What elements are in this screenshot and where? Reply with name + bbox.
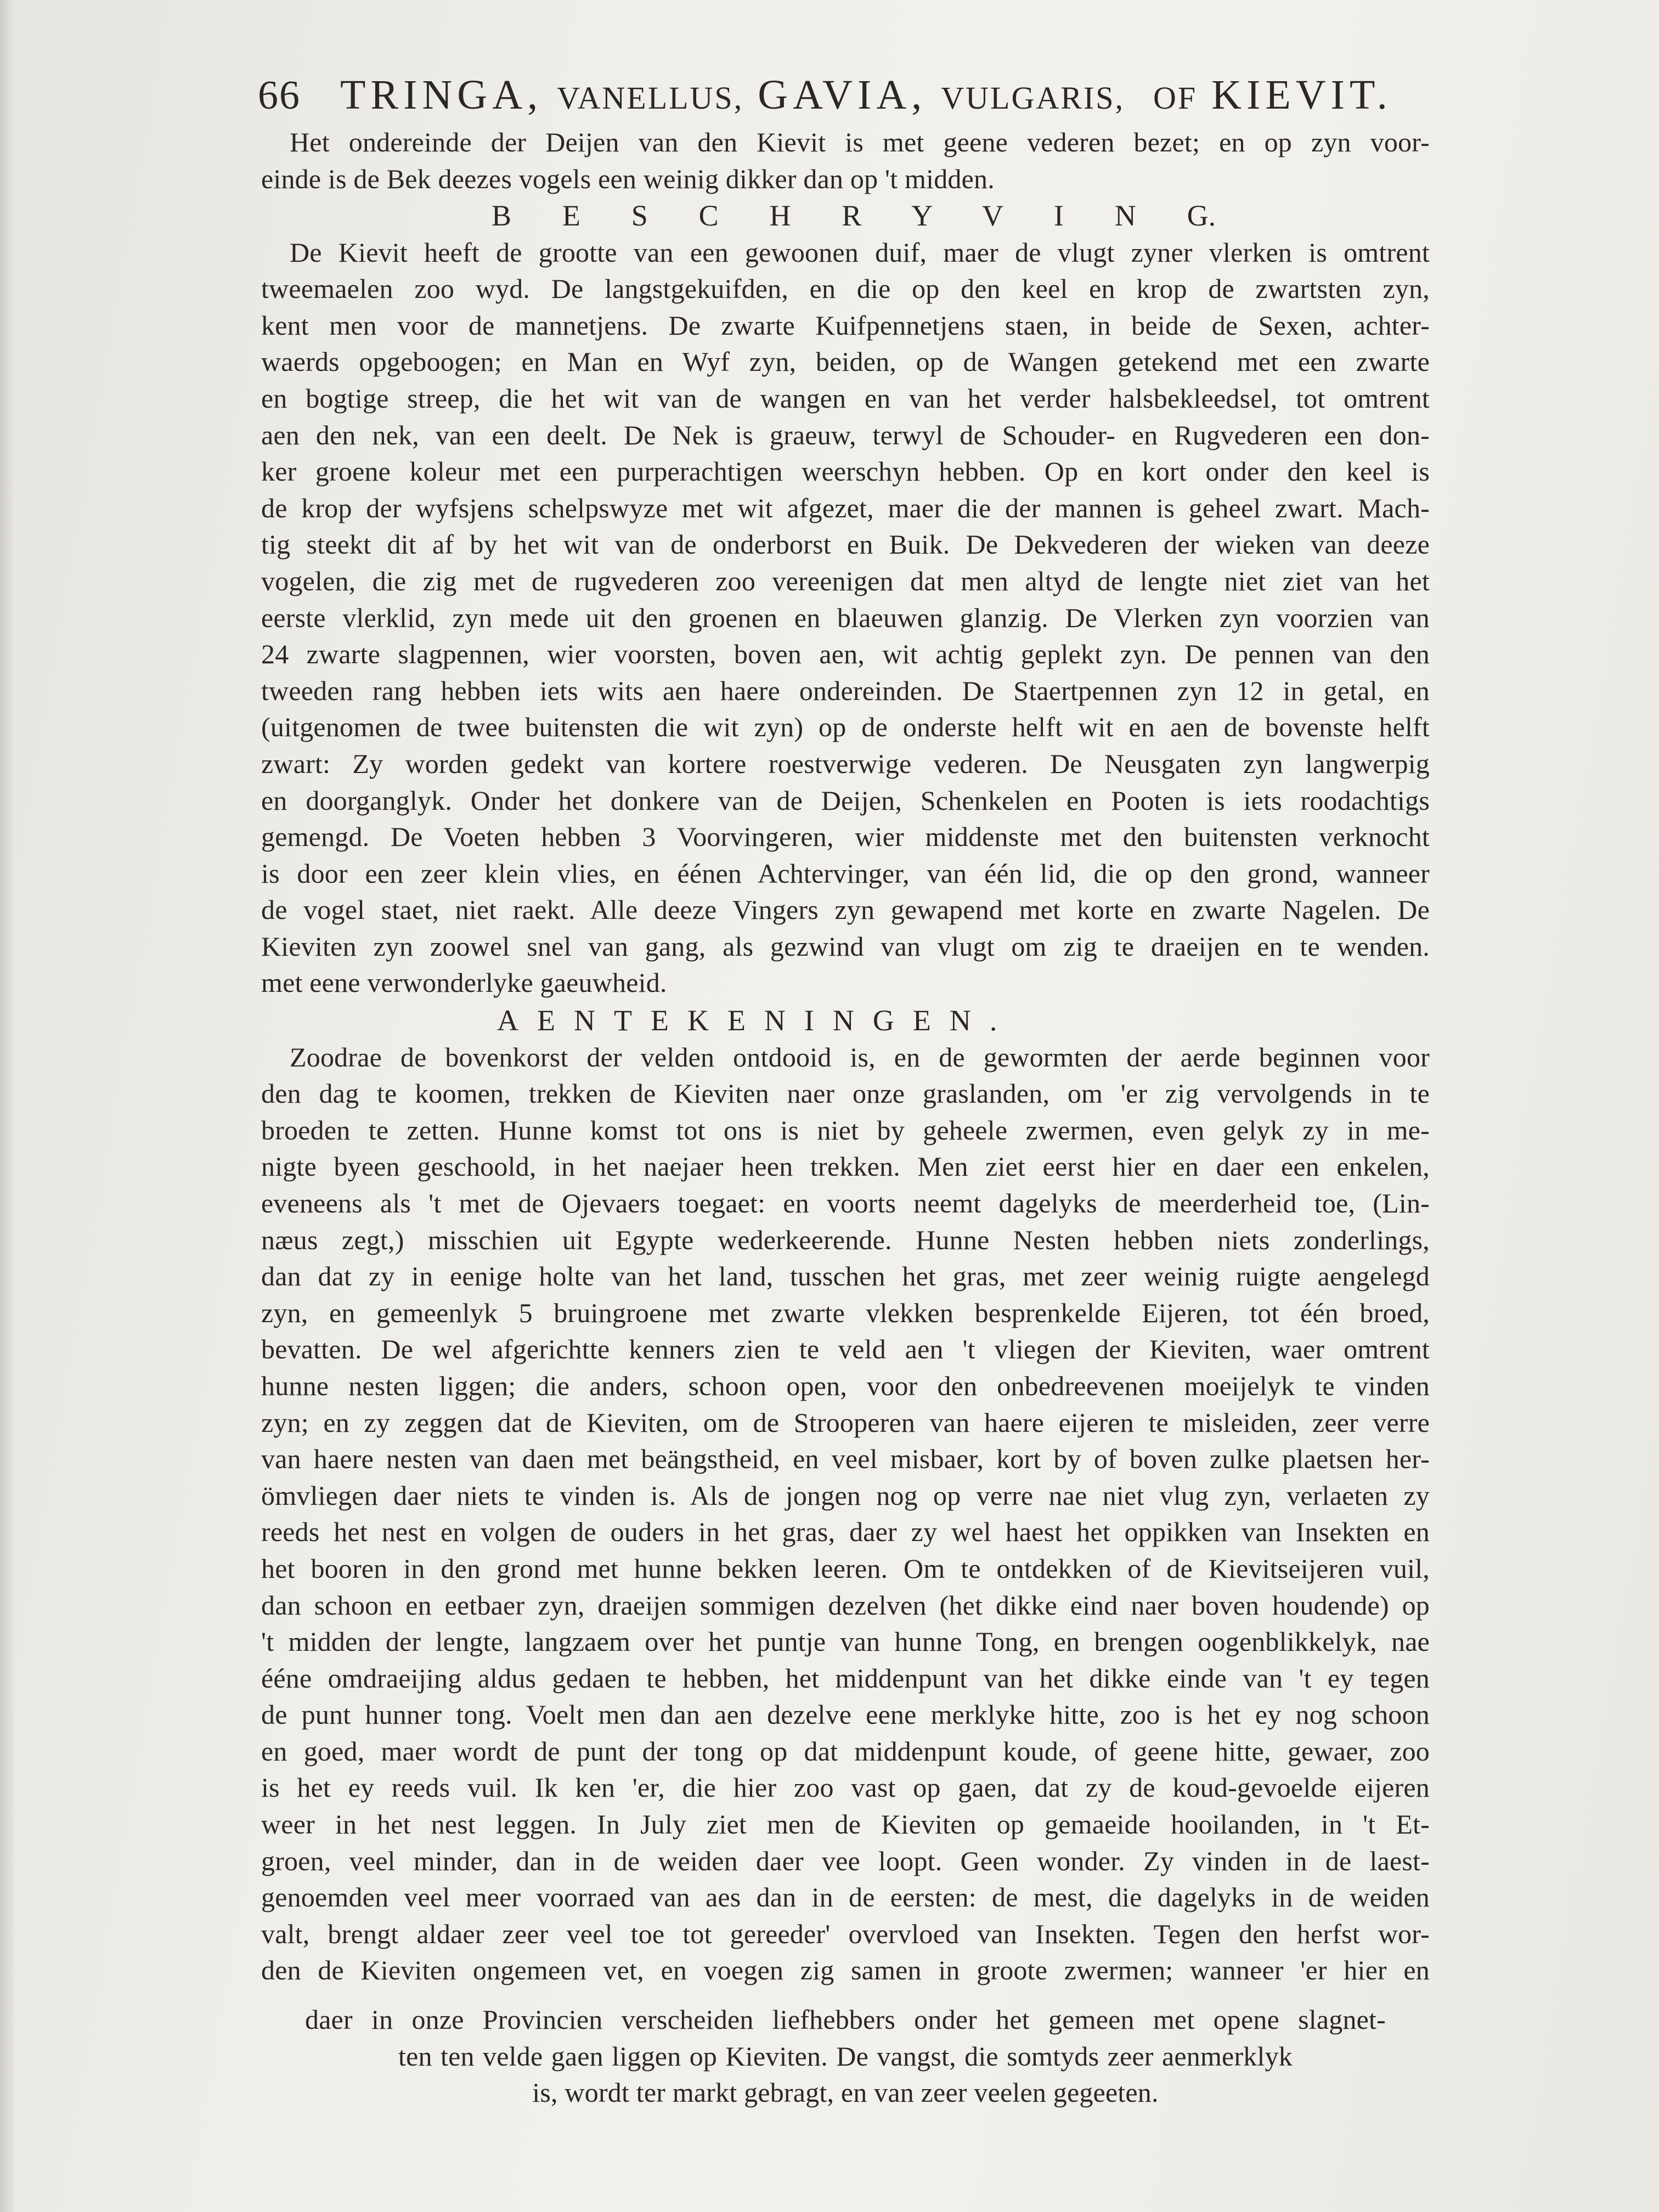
text-line: valt, brengt aldaer zeer veel toe tot gereeder' overvloed van Insekten. Tegen den herfst wor- (261, 1918, 1430, 1949)
text-line: daer in onze Provincien verscheiden liefhebbers onder het gemeen met opene slagnet- (305, 2004, 1386, 2035)
page-edge-shadow (0, 0, 14, 2212)
aantekeningen-body (261, 1039, 1430, 1989)
header-kievit: KIEVIT. (1211, 72, 1392, 118)
text-line: en doorganglyk. Onder het donkere van de Deijen, Schenkelen en Pooten is iets roodachtigs (261, 785, 1430, 816)
text-line: Zoodrae de bovenkorst der velden ontdooid is, en de gewormten der aerde beginnen voor (290, 1041, 1430, 1073)
text-line: Het ondereinde der Deijen van den Kievit is met geene vederen bezet; en op zyn voor- (290, 127, 1430, 157)
text-line: is het ey reeds vuil. Ik ken 'er, die hier zoo vast op gaen, dat zy de koud-gevoelde eijeren (261, 1772, 1430, 1803)
text-line: næus zegt,) misschien uit Egypte wederkeerende. Hunne Nesten hebben niets zonderlings, (261, 1224, 1430, 1255)
text-line: de krop der wyfsjens schelpswyze met wit afgezet, maer die der mannen is geheel zwart. Mach- (261, 492, 1430, 523)
text-line: nigte byeen geschoold, in het naejaer heen trekken. Men ziet eerst hier en daer een enkelen, (261, 1151, 1430, 1182)
text-line: einde is de Bek deezes vogels een weinig dikker dan op 't midden. (261, 163, 995, 194)
text-line: (uitgenomen de twee buitensten die wit zyn) op de onderste helft wit en aen de bovenste helft (261, 712, 1430, 743)
text-line: bevatten. De wel afgerichtte kenners zien te veld aen 't vliegen der Kieviten, waer omtrent (261, 1334, 1430, 1365)
text-line: en goed, maer wordt de punt der tong op dat middenpunt koude, of geene hitte, gewaer, zoo (261, 1735, 1430, 1767)
text-line: den dag te koomen, trekken de Kieviten naer onze graslanden, om 'er zig vervolgends in te (261, 1078, 1430, 1109)
text-line: groen, veel minder, dan in de weiden daer vee loopt. Geen wonder. Zy vinden in de laest- (261, 1845, 1430, 1876)
text-line: ten ten velde gaen liggen op Kieviten. De vangst, die somtyds zeer aenmerklyk (398, 2040, 1293, 2072)
text-line: ééne omdraeijing aldus gedaen te hebben, het middenpunt van het dikke einde van 't ey tegen (261, 1662, 1430, 1694)
heading-beschryving: B E S C H R Y V I N G. (492, 199, 1216, 232)
text-line: zyn, en gemeenlyk 5 bruingroene met zwarte vlekken besprenkelde Eijeren, tot één broed, (261, 1297, 1430, 1328)
running-header (258, 71, 1437, 119)
text-line: Kieviten zyn zoowel snel van gang, als gezwind van vlugt om zig te draeijen en te wenden. (261, 930, 1430, 962)
text-line: van haere nesten van daen met beängstheid, en veel misbaer, kort by of boven zulke plaetsen her- (261, 1443, 1430, 1475)
text-line: eerste vlerklid, zyn mede uit den groenen en blaeuwen glanzig. De Vlerken zyn voorzien van (261, 602, 1430, 633)
header-vulgaris: VULGARIS, (941, 80, 1125, 116)
section-beschryving (261, 198, 1430, 1001)
text-line: ömvliegen daer niets te vinden is. Als de jongen nog op verre nae niet vlug zyn, verlaeten zy (261, 1480, 1430, 1511)
page-number: 66 (258, 73, 301, 118)
text-line: de vogel staet, niet raekt. Alle deeze Vingers zyn gewapend met korte en zwarte Nagelen. De (261, 894, 1430, 926)
text-line: dan schoon en eetbaer zyn, draeijen sommigen dezelven (het dikke eind naer boven houdende) op (261, 1589, 1430, 1621)
text-line: zyn; en zy zeggen dat de Kieviten, om de Strooperen van haere eijeren te misleiden, zeer verre (261, 1407, 1430, 1438)
beschryving-body (261, 234, 1430, 1001)
text-line: reeds het nest en volgen de ouders in het gras, daer zy wel haest het oppikken van Insekten en (261, 1516, 1430, 1548)
section-aantekeningen (261, 1002, 1430, 1989)
closing-block (305, 2001, 1386, 2111)
text-line: den de Kieviten ongemeen vet, en voegen zig samen in groote zwermen; wanneer 'er hier en (261, 1955, 1430, 1986)
header-of: OF (1153, 80, 1198, 116)
text-line: de punt hunner tong. Voelt men dan aen dezelve eene merklyke hitte, zoo is het ey nog schoon (261, 1699, 1430, 1730)
text-line: waerds opgeboogen; en Man en Wyf zyn, beiden, op de Wangen getekend met een zwarte (261, 346, 1430, 377)
header-gavia: GAVIA, (758, 72, 927, 118)
heading-aantekeningen: AENTEKENINGEN. (497, 1004, 1016, 1037)
header-vanellus: VANELLUS, (557, 80, 744, 116)
text-line: vogelen, die zig met de rugvederen zoo vereenigen dat men altyd de lengte niet ziet van het (261, 565, 1430, 596)
text-line: weer in het nest leggen. In July ziet men de Kieviten op gemaeide hooilanden, in 't Et- (261, 1809, 1430, 1840)
text-line: aen den nek, van een deelt. De Nek is graeuw, terwyl de Schouder- en Rugvederen een don- (261, 419, 1430, 450)
text-line: tweemaelen zoo wyd. De langstgekuifden, en die op den keel en krop de zwartsten zyn, (261, 273, 1430, 304)
text-line: tig steekt dit af by het wit van de onderborst en Buik. De Dekvederen der wieken van deeze (261, 529, 1430, 560)
text-line: De Kievit heeft de grootte van een gewoonen duif, maer de vlugt zyner vlerken is omtrent (290, 236, 1430, 268)
text-line: broeden te zetten. Hunne komst tot ons is niet by geheele zwermen, even gelyk zy in me- (261, 1114, 1430, 1146)
text-line: is, wordt ter markt gebragt, en van zeer veelen gegeeten. (532, 2077, 1159, 2108)
text-line: is door een zeer klein vlies, en éénen Achtervinger, van één lid, die op den grond, wanneer (261, 857, 1430, 889)
text-line: tweeden rang hebben iets wits aen haere ondereinden. De Staertpennen zyn 12 in getal, en (261, 675, 1430, 706)
text-line: zwart: Zy worden gedekt van kortere roestverwige vederen. De Neusgaten zyn langwerpig (261, 748, 1430, 779)
text-line: eveneens als 't met de Ojevaers toegaet: en voorts neemt dagelyks de meerderheid toe, (Lin- (261, 1187, 1430, 1218)
text-line: genoemden veel meer voorraed van aes dan in de eersten: de mest, die dagelyks in de weiden (261, 1882, 1430, 1913)
text-line: dan dat zy in eenige holte van het land, tusschen het gras, met zeer weinig ruigte aengelegd (261, 1261, 1430, 1292)
text-line: gemengd. De Voeten hebben 3 Voorvingeren, wier middenste met den buitensten verknocht (261, 821, 1430, 853)
text-line: ker groene koleur met een purperachtigen weerschyn hebben. Op en kort onder den keel is (261, 456, 1430, 487)
text-line: kent men voor de mannetjens. De zwarte Kuifpennetjens staen, in beide de Sexen, achter- (261, 309, 1430, 341)
text-line: 't midden der lengte, langzaem over het puntje van hunne Tong, en brengen oogenblikkelyk, nae (261, 1626, 1430, 1657)
header-genus-tringa: TRINGA, (340, 72, 543, 118)
text-line: het booren in den grond met hunne bekken leeren. Om te ontdekken of de Kievitseijeren vuil, (261, 1553, 1430, 1584)
text-line: 24 zwarte slagpennen, wier voorsten, boven aen, wit achtig geplekt zyn. De pennen van den (261, 639, 1430, 670)
intro-paragraph (261, 124, 1430, 197)
text-line: hunne nesten liggen; die anders, schoon open, voor den onbedreevenen moeijelyk te vinden (261, 1370, 1430, 1401)
text-line: met eene verwonderlyke gaeuwheid. (261, 967, 667, 998)
text-line: en bogtige streep, die het wit van de wangen en van het verder halsbekleedsel, tot omtrent (261, 382, 1430, 414)
